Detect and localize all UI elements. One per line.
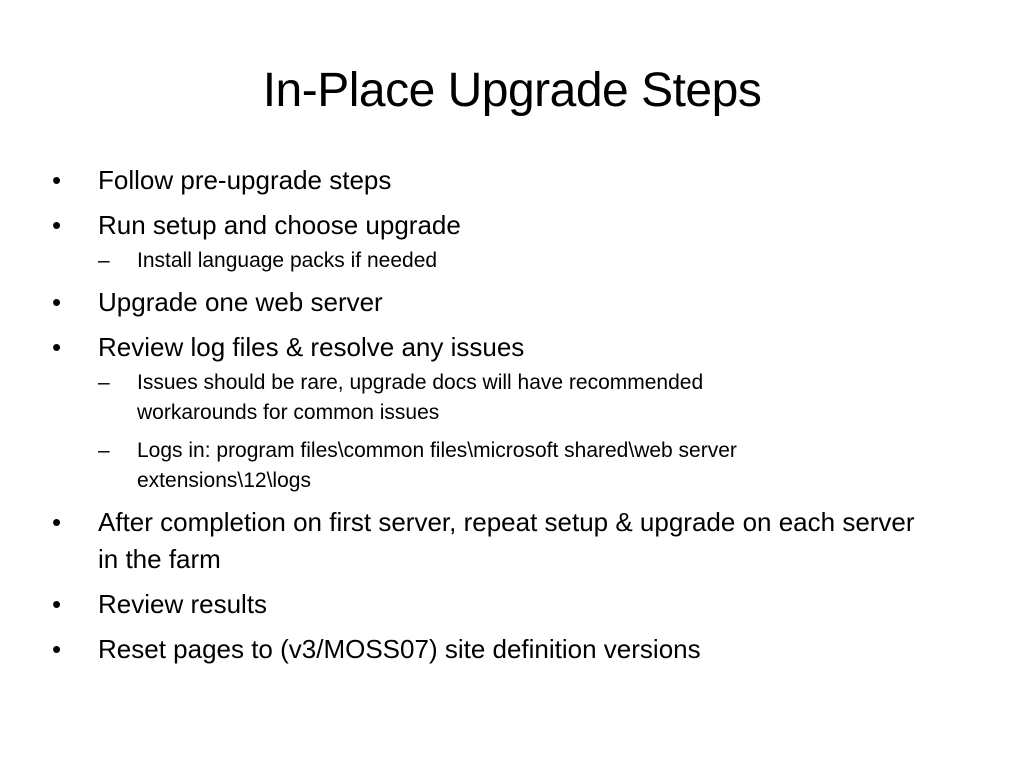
bullet-dot-icon: • [52, 165, 62, 195]
bullet-text: Upgrade one web server [98, 287, 383, 317]
sub-bullet-item [0, 368, 934, 428]
bullet-text: After completion on first server, repeat setup & upgrade on each server in the farm [98, 507, 915, 574]
bullet-text: Reset pages to (v3/MOSS07) site definition versions [98, 634, 701, 664]
sub-bullet-text: Install language packs if needed [137, 249, 438, 272]
bullet-item [0, 504, 1024, 578]
sub-bullet-item [0, 246, 934, 276]
bullet-text: Run setup and choose upgrade [98, 210, 461, 240]
sub-bullet-text: Issues should be rare, upgrade docs will have recommended workarounds for common issues [137, 371, 704, 424]
bullet-dot-icon: • [52, 332, 62, 362]
bullet-text: Review log files & resolve any issues [98, 332, 525, 362]
bullet-item [0, 586, 1024, 623]
bullet-dot-icon: • [52, 507, 62, 537]
slide-title: In-Place Upgrade Steps [262, 64, 762, 117]
bullet-list [0, 162, 1024, 676]
bullet-item [0, 284, 1024, 321]
bullet-dot-icon: • [52, 634, 62, 664]
sub-bullet-list [98, 246, 934, 276]
dash-icon: – [98, 371, 110, 394]
bullet-item [0, 162, 1024, 199]
bullet-dot-icon: • [52, 287, 62, 317]
dash-icon: – [98, 249, 110, 272]
bullet-text: Review results [98, 589, 268, 619]
bullet-dot-icon: • [52, 589, 62, 619]
sub-bullet-list [98, 368, 934, 496]
sub-bullet-text: Logs in: program files\common files\microsoft shared\web server extensions\12\logs [137, 439, 737, 492]
bullet-item [0, 631, 1024, 668]
bullet-item [0, 329, 1024, 496]
bullet-text: Follow pre-upgrade steps [98, 165, 392, 195]
bullet-dot-icon: • [52, 210, 62, 240]
dash-icon: – [98, 439, 110, 462]
bullet-item [0, 207, 1024, 276]
sub-bullet-item [0, 436, 934, 496]
